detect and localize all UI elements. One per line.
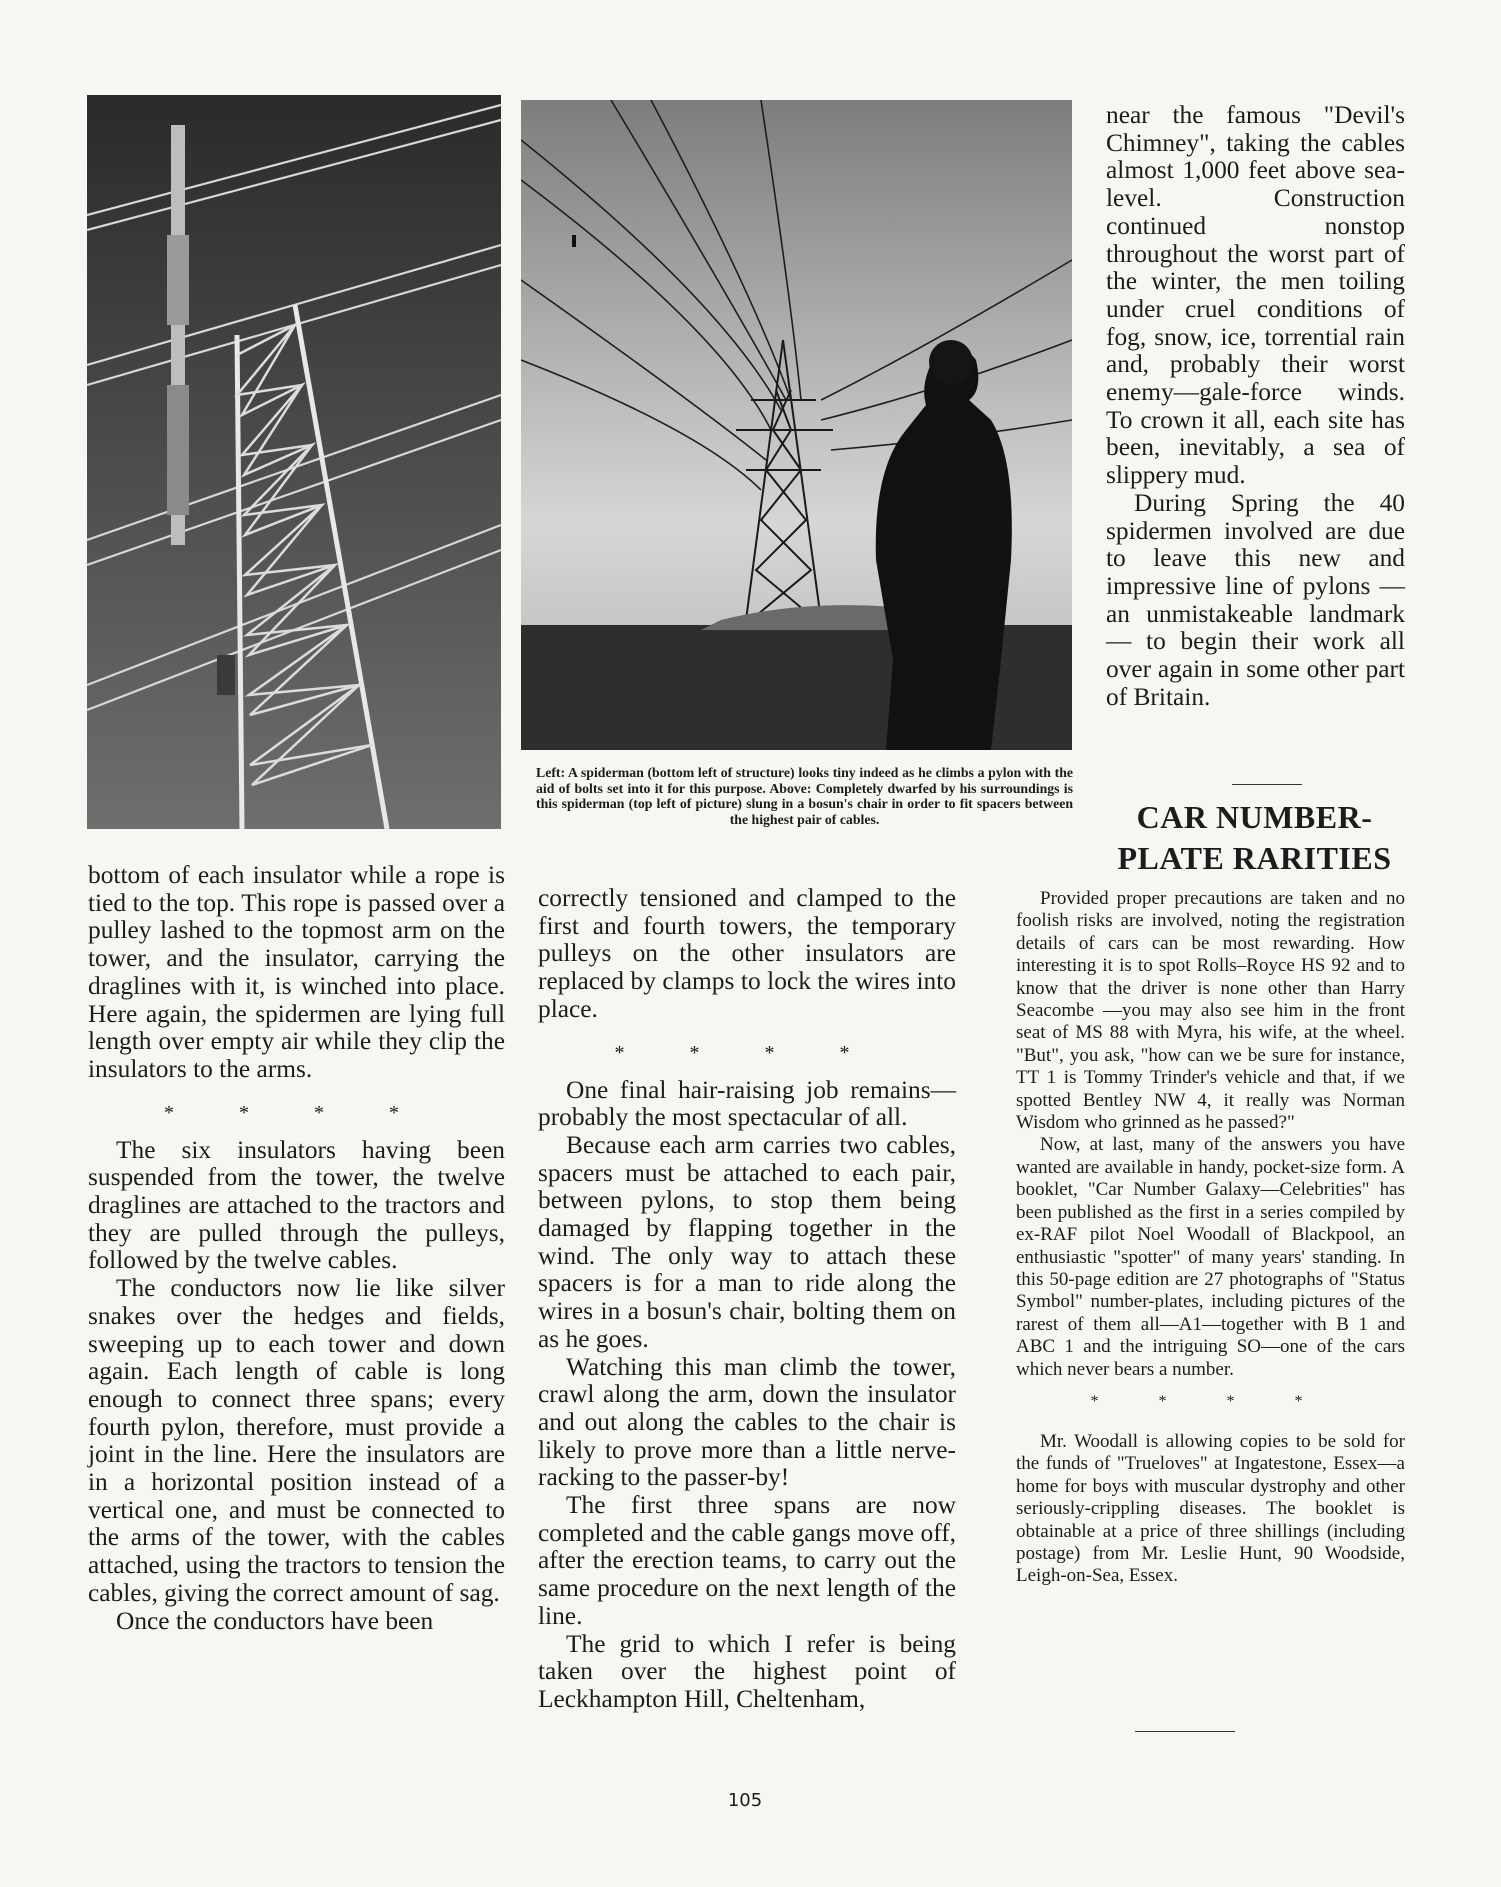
left-column (88, 862, 505, 1635)
paragraph: During Spring the 40 spidermen involved are due to leave this new and impressive line of pylons —an unmistakeable landmark — to begin their work all over again in some other part of Britain. (1106, 488, 1405, 711)
paragraph: The six insulators having been suspended from the tower, the twelve draglines are attached to the tractors and they are pulled through the pulleys, followed by the twelve cables. (88, 1135, 505, 1275)
right-column (1106, 102, 1405, 711)
section-break: * * * * (614, 1041, 880, 1064)
paragraph: correctly tensioned and clamped to the first and fourth towers, the temporary pulleys on the other insulators are replaced by clamps to lock the wires into place. (538, 884, 956, 1023)
paragraph: Once the conductors have been (116, 1606, 434, 1635)
pylon-tower-photo (87, 95, 501, 829)
paragraph: Now, at last, many of the answers you have wanted are available in handy, pocket-size form. A booklet, "Car Number Galaxy—Celebrities" has been published as the first in a series compiled by ex-RAF pilot Noel Woodall of Blackpool, an enthusiastic "spotter" of many years' standing. In this 50-page edition are 27 photographs of "Status Symbol" number-plates, including pictures of the rarest of them all—A1—together with B 1 and ABC 1 and the intriguing SO—one of the cars which never bears a number. (1016, 1134, 1405, 1380)
section-break: * * * * (164, 1101, 429, 1124)
divider (1135, 1731, 1235, 1732)
spiderman-silhouette-photo (521, 100, 1072, 750)
middle-column (538, 885, 956, 1714)
section-break: * * * * (1090, 1392, 1331, 1410)
paragraph: The first three spans are now completed and the cable gangs move off, after the erection teams, to carry out the same procedure on the next length of the line. (538, 1491, 956, 1630)
pylon-icon (521, 100, 1072, 750)
paragraph: Watching this man climb the tower, crawl along the arm, down the insulator and out along the cables to the chair is likely to prove more than a little nerve-racking to the passer-by! (538, 1352, 956, 1492)
paragraph: bottom of each insulator while a rope is tied to the top. This rope is passed over a pulley lashed to the topmost arm on the tower, and the insulator, carrying the draglines with it, is winched into place. Here again, the spidermen are lying full length over empty air while they clip the insulators to the arms. (88, 861, 505, 1083)
paragraph: The conductors now lie like silver snakes over the hedges and fields, sweeping up to each tower and down again. Each length of cable is long enough to connect three spans; every fourth pylon, therefore, must provide a joint in the line. Here the insulators are in a horizontal position instead of a vertical one, and must be connected to the arms of the tower, with the cables attached, using the tractors to tension the cables, giving the correct amount of sag. (88, 1274, 505, 1607)
article-headline: CAR NUMBER-PLATE RARITIES (1117, 799, 1392, 876)
paragraph: Mr. Woodall is allowing copies to be sold for the funds of "Trueloves" at Ingatestone, Essex—a home for boys with muscular dystrophy and other seriously-crippling diseases. The booklet is obtainable at a price of three shillings (including postage) from Mr. Leslie Hunt, 90 Woodside, Leigh-on-Sea, Essex. (1016, 1430, 1405, 1587)
article-body (1016, 888, 1405, 1588)
paragraph: One final hair-raising job remains—probably the most spectacular of all. (538, 1075, 956, 1132)
photo-caption: Left: A spiderman (bottom left of structure) looks tiny indeed as he climbs a pylon with the aid of bolts set into it for this purpose. Above: Completely dwarfed by his surroundings is this spiderman (top left of picture) slung in a bosun's chair in order to fit spacers between the highest pair of cables. (536, 765, 1073, 827)
page-number: 105 (727, 1790, 763, 1811)
paragraph: near the famous "Devil's Chimney", taking the cables almost 1,000 feet above sea-level. Construction continued nonstop throughout the worst part of the winter, the men toiling under cruel conditions of fog, snow, ice, torrential rain and, probably their worst enemy—gale-force winds. To crown it all, each site has been, inevitably, a sea of slippery mud. (1106, 101, 1405, 490)
paragraph: Because each arm carries two cables, spacers must be attached to each pair, between pylons, to stop them being damaged by flapping together in the wind. The only way to attach these spacers is for a man to ride along the wires in a bosun's chair, bolting them on as he goes. (538, 1130, 956, 1353)
divider (1232, 784, 1302, 785)
paragraph: The grid to which I refer is being taken over the highest point of Leckhampton Hill, Cheltenham, (538, 1629, 956, 1713)
paragraph: Provided proper precautions are taken and no foolish risks are involved, noting the registration details of cars can be most rewarding. How interesting it is to spot Rolls–Royce HS 92 and to know that the driver is none other than Harry Seacombe —you may also see him in the front seat of MS 88 with Myra, his wife, at the wheel. "But", you ask, "how can we be sure for instance, TT 1 is Tommy Trinder's vehicle and that, if we spotted Bentley NW 4, it really was Norman Wisdom who grinned as he passed?" (1016, 888, 1405, 1134)
pylon-icon (87, 95, 501, 829)
